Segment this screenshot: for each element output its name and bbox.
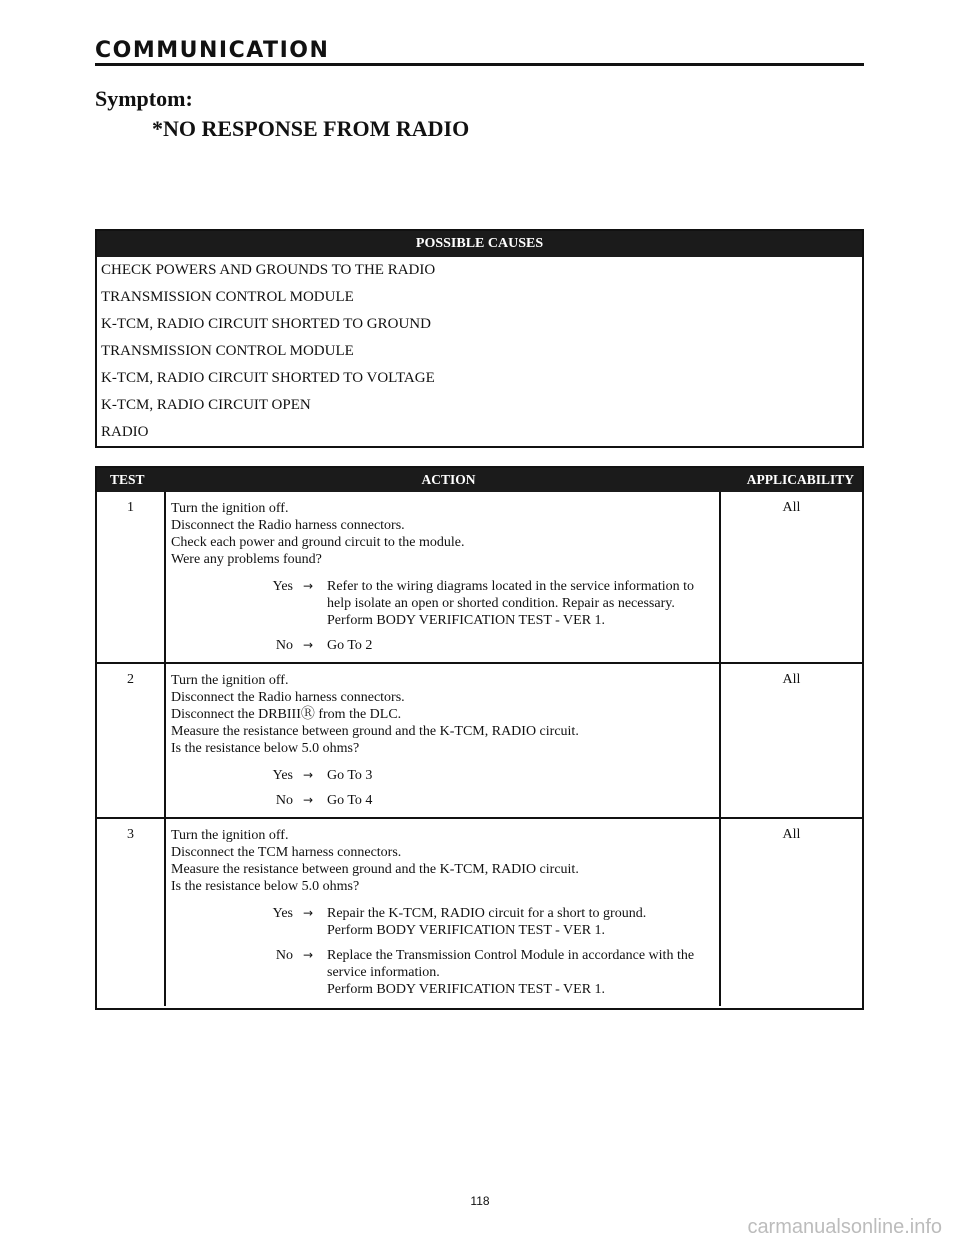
- step-line: Disconnect the TCM harness connectors.: [171, 845, 402, 860]
- title-rule: [95, 63, 864, 66]
- answer-line: help isolate an open or shorted condition. Repair as necessary.: [327, 596, 675, 611]
- answer-label: No: [275, 948, 293, 963]
- answer-no: [171, 947, 719, 998]
- answer-label: No: [275, 638, 293, 653]
- symptom-text: *NO RESPONSE FROM RADIO: [152, 116, 470, 141]
- test-action-table: [95, 466, 864, 1010]
- cause-item: TRANSMISSION CONTROL MODULE: [101, 343, 354, 359]
- answers: [171, 767, 719, 809]
- answer-yes: [171, 905, 719, 939]
- test-row-2: [97, 662, 862, 817]
- applicability: All: [782, 827, 801, 842]
- test-row-1: [97, 492, 862, 662]
- possible-causes-table: [95, 229, 864, 448]
- test-number: 1: [127, 500, 134, 515]
- answer-text: [327, 905, 719, 939]
- answer-line: Perform BODY VERIFICATION TEST - VER 1.: [327, 982, 606, 997]
- answers: [171, 905, 719, 998]
- test-number: 3: [127, 827, 134, 842]
- answer-text: [327, 767, 719, 784]
- column-divider: [164, 664, 166, 817]
- test-action: [171, 827, 719, 1006]
- step-line: Measure the resistance between ground and the K-TCM, RADIO circuit.: [171, 862, 579, 877]
- arrow-right-icon: →: [303, 793, 314, 807]
- step-line: Turn the ignition off.: [171, 673, 289, 688]
- arrow-right-icon: →: [303, 638, 314, 652]
- answers: [171, 578, 719, 654]
- symptom-label: Symptom:: [95, 86, 193, 111]
- watermark[interactable]: carmanualsonline.info: [747, 1216, 942, 1238]
- header-applicability: APPLICABILITY: [746, 472, 854, 487]
- step-line: Is the resistance below 5.0 ohms?: [171, 879, 360, 894]
- step-line: Disconnect the Radio harness connectors.: [171, 518, 405, 533]
- applicability: All: [782, 500, 801, 515]
- header-action: ACTION: [421, 472, 476, 487]
- step-line: Disconnect the DRBIIIⓇ from the DLC.: [171, 707, 402, 722]
- answer-line: Go To 4: [327, 793, 373, 808]
- cause-item: K-TCM, RADIO CIRCUIT OPEN: [101, 397, 311, 413]
- answer-text: [327, 947, 719, 998]
- test-row-3: [97, 817, 862, 1006]
- answer-line: Perform BODY VERIFICATION TEST - VER 1.: [327, 923, 606, 938]
- answer-yes: [171, 578, 719, 629]
- answer-line: Repair the K-TCM, RADIO circuit for a short to ground.: [327, 906, 647, 921]
- header-test: TEST: [110, 472, 145, 487]
- column-divider: [164, 492, 166, 662]
- answer-line: Perform BODY VERIFICATION TEST - VER 1.: [327, 613, 606, 628]
- section-title: COMMUNICATION: [95, 38, 330, 63]
- possible-causes-header: POSSIBLE CAUSES: [97, 231, 862, 257]
- step-line: Measure the resistance between ground and the K-TCM, RADIO circuit.: [171, 724, 579, 739]
- column-divider: [164, 819, 166, 1006]
- step-line: Turn the ignition off.: [171, 501, 289, 516]
- answer-text: [327, 792, 719, 809]
- step-line: Were any problems found?: [171, 552, 322, 567]
- step-line: Is the resistance below 5.0 ohms?: [171, 741, 360, 756]
- test-action: [171, 500, 719, 662]
- answer-line: service information.: [327, 965, 440, 980]
- step-line: Disconnect the Radio harness connectors.: [171, 690, 405, 705]
- arrow-right-icon: →: [303, 906, 314, 920]
- step-line: Turn the ignition off.: [171, 828, 289, 843]
- answer-label: Yes: [272, 768, 293, 783]
- answer-line: Refer to the wiring diagrams located in the service information to: [327, 579, 694, 594]
- cause-item: CHECK POWERS AND GROUNDS TO THE RADIO: [101, 262, 436, 278]
- answer-no: [171, 637, 719, 654]
- applicability: All: [782, 672, 801, 687]
- test-action: [171, 672, 719, 817]
- cause-item: K-TCM, RADIO CIRCUIT SHORTED TO GROUND: [101, 316, 431, 332]
- cause-item: TRANSMISSION CONTROL MODULE: [101, 289, 354, 305]
- column-divider: [719, 492, 721, 662]
- answer-label: Yes: [272, 906, 293, 921]
- answer-label: No: [275, 793, 293, 808]
- arrow-right-icon: →: [303, 768, 314, 782]
- test-number: 2: [127, 672, 134, 687]
- page-number: 118: [470, 1194, 490, 1208]
- cause-item: K-TCM, RADIO CIRCUIT SHORTED TO VOLTAGE: [101, 370, 435, 386]
- answer-yes: [171, 767, 719, 784]
- arrow-right-icon: →: [303, 948, 314, 962]
- answer-line: Replace the Transmission Control Module in accordance with the: [327, 948, 695, 963]
- arrow-right-icon: →: [303, 579, 314, 593]
- answer-line: Go To 2: [327, 638, 373, 653]
- answer-label: Yes: [272, 579, 293, 594]
- answer-no: [171, 792, 719, 809]
- answer-text: [327, 578, 719, 629]
- test-table-header: [97, 468, 862, 492]
- step-line: Check each power and ground circuit to the module.: [171, 535, 465, 550]
- answer-text: [327, 637, 719, 654]
- answer-line: Go To 3: [327, 768, 373, 783]
- column-divider: [719, 819, 721, 1006]
- cause-item: RADIO: [101, 424, 149, 440]
